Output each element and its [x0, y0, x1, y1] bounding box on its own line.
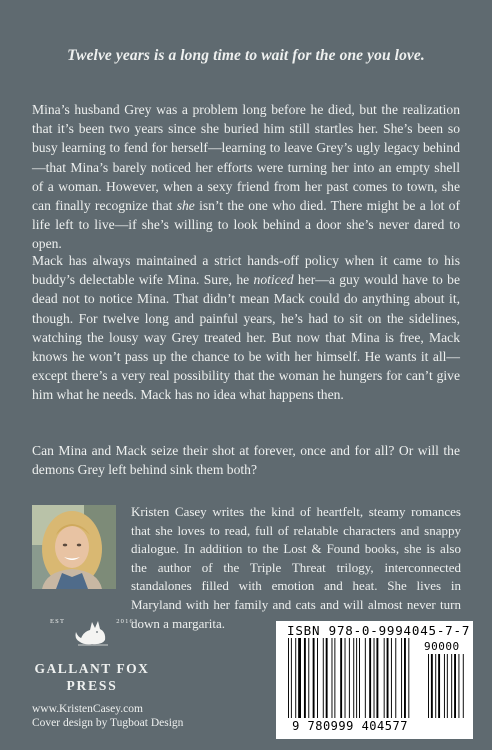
- barcode-bar: [387, 638, 389, 718]
- barcode-bar: [291, 638, 292, 718]
- blurb-paragraph-3: Can Mina and Mack seize their shot at forever, once and for all? Or will the demons Grey left behind sink them both?: [32, 443, 460, 478]
- price-addon-number: 90000: [424, 640, 460, 653]
- barcode-bar: [391, 638, 392, 718]
- barcode-bar: [308, 638, 309, 718]
- addon-bar: [431, 654, 433, 718]
- blurb-emphasis: she: [176, 198, 195, 214]
- blurb-text: her—a guy would have to be dead not to notice Mina. That didn’t mean Mack could do anything about it, though. For twelve long and painful years, he’s had to sit on the sidelines, watching the lousy way Grey treated her. But now that Mina is free, Mack knows he won’t pass up the chance to be with her himself. He wants it all—except there’s a very real possibility that the woman he hungers for can’t give him what he needs. Mack has no idea what happens then.: [32, 272, 460, 403]
- addon-bar: [435, 654, 436, 718]
- barcode-bar: [298, 638, 301, 718]
- author-bio: Kristen Casey writes the kind of heartfelt, steamy romances that she loves to read, full of relatable characters and snappy dialogue. In addition to the Lost & Found books, she is also the author of the Triple Threat trilogy, interconnected standalones filled with emotion and heat. She lives in Maryland with her family and cats and will almost never turn down a margarita.: [131, 504, 461, 631]
- cover-design-credit: Cover design by Tugboat Design: [32, 717, 184, 729]
- barcode-bar: [295, 638, 296, 718]
- ean-number: 9 780999 404577: [292, 719, 408, 733]
- tagline: Twelve years is a long time to wait for the one you love.: [67, 47, 425, 64]
- fox-icon: [72, 612, 112, 648]
- author-photo: [32, 505, 116, 589]
- barcode-bar: [313, 638, 315, 718]
- barcode-bars: [282, 638, 468, 720]
- addon-bar: [438, 654, 440, 718]
- barcode-bar: [288, 638, 289, 718]
- addon-bar: [451, 654, 452, 718]
- barcode-bar: [369, 638, 371, 718]
- publisher-logo: [30, 612, 154, 695]
- barcode-bar: [317, 638, 318, 718]
- addon-bar: [454, 654, 456, 718]
- publisher-name-line-2: PRESS: [66, 678, 118, 693]
- addon-bar: [428, 654, 429, 718]
- blurb-text: Mina’s husband Grey was a problem long before he died, but the realization that it’s been two years since she buried him still startles her. She’s been so busy learning to fend for herself—learning to leave Grey’s ugly legacy behind—that Mina’s barely noticed her efforts were turning her into an empty shell of a woman. However, when a sexy friend from her past comes to town, she can finally recognize that: [32, 102, 460, 214]
- barcode-bar: [408, 638, 409, 718]
- barcode-bar: [384, 638, 385, 718]
- barcode-bar: [345, 638, 346, 718]
- blurb-paragraph-2: [32, 251, 460, 405]
- publisher-name: GALLANT FOX: [34, 661, 150, 676]
- barcode-bar: [332, 638, 333, 718]
- addon-bar: [447, 654, 448, 718]
- addon-bar: [463, 654, 464, 718]
- barcode-bar: [326, 638, 328, 718]
- blurb-paragraph-1: [32, 100, 460, 254]
- barcode-bar: [365, 638, 366, 718]
- barcode-bar: [353, 638, 354, 718]
- barcode-bar: [356, 638, 357, 718]
- author-portrait-image: [32, 505, 116, 589]
- addon-bar: [444, 654, 445, 718]
- author-website: www.KristenCasey.com: [32, 703, 143, 715]
- barcode-bar: [401, 638, 402, 718]
- barcode-bar: [395, 638, 396, 718]
- barcode-bar: [404, 638, 406, 718]
- est-year: 2016: [116, 618, 134, 625]
- barcode-bar: [359, 638, 360, 718]
- isbn-barcode: [276, 621, 473, 739]
- addon-bar: [458, 654, 459, 718]
- barcode-bar: [376, 638, 378, 718]
- est-label: EST: [50, 618, 66, 625]
- barcode-bar: [349, 638, 350, 718]
- barcode-bar: [304, 638, 306, 718]
- blurb-text: Mack has always maintained a strict hands-off policy when it came to his buddy’s delectable wife Mina. Sure, he: [32, 253, 460, 288]
- barcode-bar: [323, 638, 324, 718]
- barcode-bar: [334, 638, 335, 718]
- barcode-bar: [340, 638, 342, 718]
- isbn-label: ISBN 978-0-9994045-7-7: [287, 623, 471, 638]
- blurb-text: isn’t the one who died. There might be a lot of life left to live—if she’s willing to look behind a door she’s never dared to open.: [32, 198, 461, 252]
- blurb-emphasis: noticed: [253, 272, 294, 288]
- barcode-bar: [374, 638, 375, 718]
